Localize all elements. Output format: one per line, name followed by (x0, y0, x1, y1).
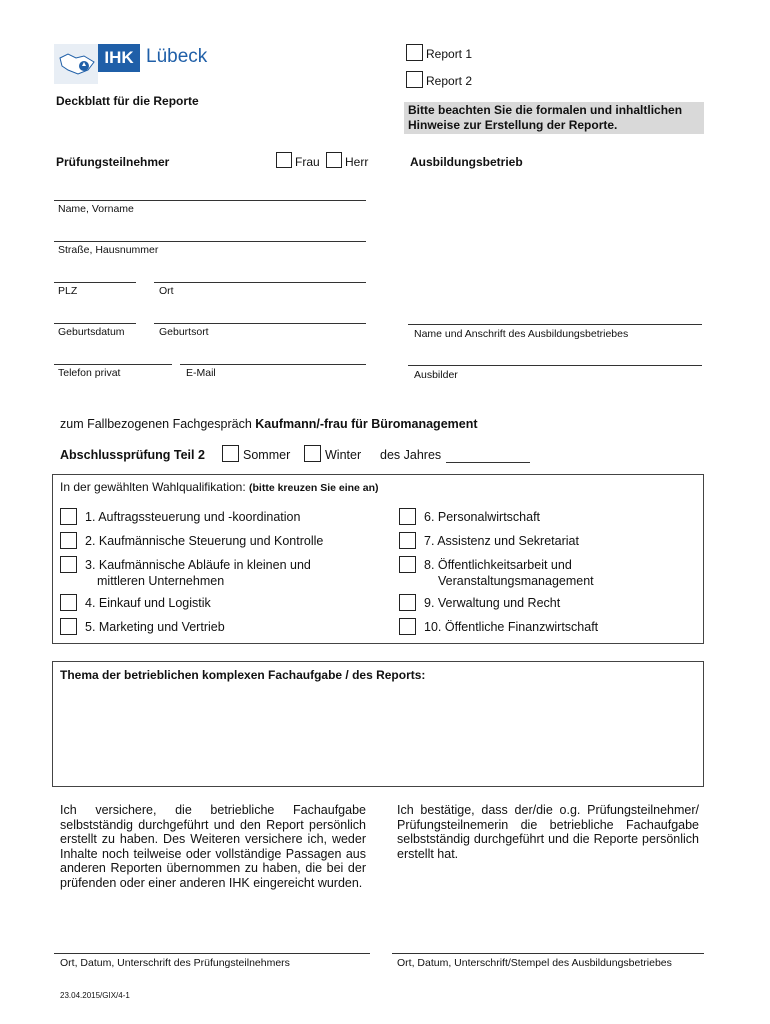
footer-code: 23.04.2015/GIX/4-1 (60, 991, 130, 1000)
qualification-9-checkbox[interactable] (399, 594, 416, 611)
qualification-1-checkbox[interactable] (60, 508, 77, 525)
report-1-label: Report 1 (426, 47, 473, 61)
herr-label: Herr (345, 155, 369, 169)
company-address-label: Name und Anschrift des Ausbildungsbetriebes (414, 328, 629, 340)
ihk-logo: IHK (98, 44, 140, 72)
summer-checkbox[interactable] (222, 445, 239, 462)
report-2-label: Report 2 (426, 74, 473, 88)
qualification-1-label: 1. Auftragssteuerung und -koordination (85, 510, 301, 524)
qualification-6-checkbox[interactable] (399, 508, 416, 525)
frau-checkbox[interactable] (276, 152, 292, 168)
qualification-10-label: 10. Öffentliche Finanzwirtschaft (424, 620, 599, 634)
winter-checkbox[interactable] (304, 445, 321, 462)
phone-line[interactable] (54, 364, 172, 365)
qualification-7-checkbox[interactable] (399, 532, 416, 549)
qualification-2-checkbox[interactable] (60, 532, 77, 549)
phone-label: Telefon privat (58, 367, 121, 379)
participant-declaration: Ich versichere, die betriebliche Fachaufgabe selbstständig durchgeführt und den Report persönlich erstellt zu haben. Des Weiteren versichere ich, weder Inhalte noch teilweise oder vollständige Passagen aus anderen Reporten übernommen zu haben, die bei der prüfenden oder einer anderen IHK eingereicht wurden. (60, 803, 366, 890)
participant-signature-label: Ort, Datum, Unterschrift des Prüfungsteilnehmers (60, 957, 290, 969)
exam-occupation: Kaufmann/-frau für Büromanagement (255, 417, 478, 431)
qualification-8-label-line-2: Veranstaltungsmanagement (438, 574, 594, 588)
plz-line[interactable] (54, 282, 136, 283)
qualification-6-label: 6. Personalwirtschaft (424, 510, 541, 524)
participant-signature-line[interactable] (54, 953, 370, 954)
company-signature-label: Ort, Datum, Unterschrift/Stempel des Ausbildungsbetriebes (397, 957, 672, 969)
qualification-4-checkbox[interactable] (60, 594, 77, 611)
email-label: E-Mail (186, 367, 216, 379)
email-line[interactable] (180, 364, 366, 365)
participant-heading: Prüfungsteilnehmer (56, 155, 170, 169)
company-heading: Ausbildungsbetrieb (410, 155, 523, 169)
qualification-3-checkbox[interactable] (60, 556, 77, 573)
company-signature-line[interactable] (392, 953, 704, 954)
name-label: Name, Vorname (58, 203, 134, 215)
summer-label: Sommer (243, 448, 291, 462)
company-declaration: Ich bestätige, dass der/die o.g. Prüfungsteilnehmer/ Prüfungsteilnemerin die betriebliche Fachaufgabe selbstständig durchgeführt und die Reporte persönlich erstellt hat. (397, 803, 699, 861)
page-title: Deckblatt für die Reporte (56, 94, 199, 108)
qualification-heading-text: In der gewählten Wahlqualifikation: (60, 480, 246, 494)
exam-part-label: Abschlussprüfung Teil 2 (60, 448, 205, 462)
qualification-3-label-line-2: mittleren Unternehmen (97, 574, 225, 588)
trainer-label: Ausbilder (414, 369, 458, 381)
birthplace-label: Geburtsort (159, 326, 209, 338)
plz-label: PLZ (58, 285, 78, 297)
qualification-10-checkbox[interactable] (399, 618, 416, 635)
qualification-3-label-line-1: 3. Kaufmännische Abläufe in kleinen und (85, 558, 311, 572)
birthdate-line[interactable] (54, 323, 136, 324)
birthplace-line[interactable] (154, 323, 366, 324)
year-input-line[interactable] (446, 462, 530, 463)
qualification-8-label-line-1: 8. Öffentlichkeitsarbeit und (424, 558, 572, 572)
year-label: des Jahres (380, 448, 442, 462)
company-address-line[interactable] (408, 324, 702, 325)
winter-label: Winter (325, 448, 362, 462)
hint-line-1: Bitte beachten Sie die formalen und inhaltlichen (408, 103, 683, 117)
qualification-2-label: 2. Kaufmännische Steuerung und Kontrolle (85, 534, 324, 548)
hint-line-2: Hinweise zur Erstellung der Reporte. (408, 118, 618, 132)
ihk-city-name: Lübeck (146, 46, 208, 67)
qualification-9-label: 9. Verwaltung und Recht (424, 596, 561, 610)
qualification-8-checkbox[interactable] (399, 556, 416, 573)
trainer-line[interactable] (408, 365, 702, 366)
topic-heading: Thema der betrieblichen komplexen Fachaufgabe / des Reports: (60, 668, 426, 682)
hint-box (404, 102, 704, 134)
logo-map-graphic (54, 44, 98, 84)
exam-intro-prefix: zum Fallbezogenen Fachgespräch (60, 417, 256, 431)
exam-intro (60, 417, 478, 431)
report-1-checkbox[interactable] (406, 44, 423, 61)
qualification-5-checkbox[interactable] (60, 618, 77, 635)
street-line[interactable] (54, 241, 366, 242)
street-label: Straße, Hausnummer (58, 244, 159, 256)
frau-label: Frau (295, 155, 320, 169)
qualification-heading (60, 480, 379, 494)
qualification-7-label: 7. Assistenz und Sekretariat (424, 534, 579, 548)
report-2-checkbox[interactable] (406, 71, 423, 88)
ort-line[interactable] (154, 282, 366, 283)
qualification-heading-note: (bitte kreuzen Sie eine an) (249, 482, 379, 494)
birthdate-label: Geburtsdatum (58, 326, 125, 338)
qualification-4-label: 4. Einkauf und Logistik (85, 596, 211, 610)
ort-label: Ort (159, 285, 174, 297)
herr-checkbox[interactable] (326, 152, 342, 168)
name-line[interactable] (54, 200, 366, 201)
qualification-5-label: 5. Marketing und Vertrieb (85, 620, 225, 634)
